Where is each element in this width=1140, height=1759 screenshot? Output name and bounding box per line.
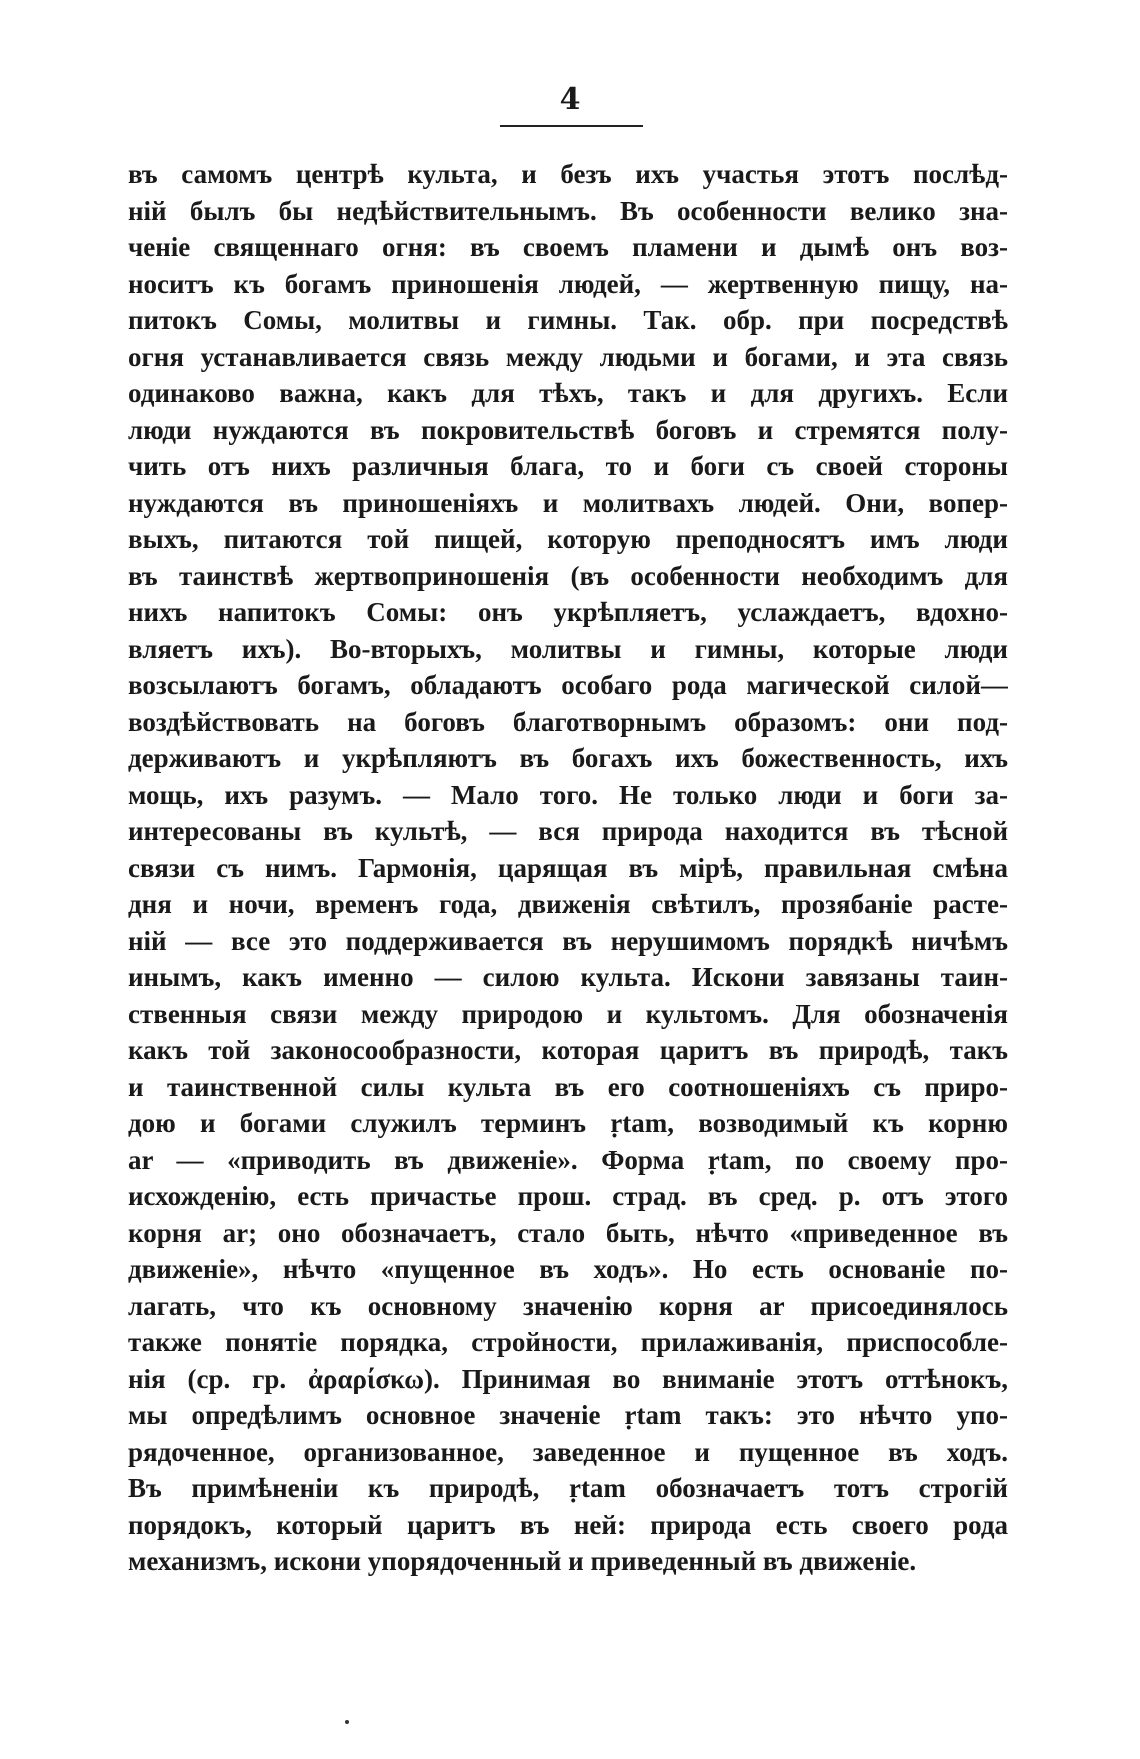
text-line: въ таинствѣ жертвоприношенiя (въ особенности необходимъ для xyxy=(128,560,1008,591)
text-line: мы опредѣлимъ основное значенiе ṛtam такъ: это нѣчто упо- xyxy=(128,1400,1008,1430)
header-rule xyxy=(500,125,643,127)
text-line: исхожденiю, есть причастье прош. страд. въ сред. р. отъ этого xyxy=(128,1181,1008,1211)
text-line: ченiе священнаго огня: въ своемъ пламени и дымѣ онъ воз- xyxy=(128,232,1008,262)
text-line: носитъ къ богамъ приношенiя людей, — жертвенную пищу, на- xyxy=(128,268,1008,299)
print-speck xyxy=(345,1720,349,1724)
text-line: какъ той законосообразности, которая царитъ въ природѣ, такъ xyxy=(128,1035,1008,1065)
text-line: вляетъ ихъ). Во-вторыхъ, молитвы и гимны, которые люди xyxy=(128,633,1008,664)
text-line: корня ar; оно обозначаетъ, стало быть, нѣчто «приведенное въ xyxy=(128,1217,1008,1248)
text-line: воздѣйствовать на боговъ благотворнымъ образомъ: они под- xyxy=(128,706,1008,737)
page-number: 4 xyxy=(559,82,581,117)
text-line: нiй — все это поддерживается въ нерушимомъ порядкѣ ничѣмъ xyxy=(128,925,1008,956)
text-line: ственныя связи между природою и культомъ. Для обозначенiя xyxy=(128,998,1008,1029)
text-line: нiя (ср. гр. ἀραρίσκω). Принимая во вниманiе этотъ оттѣнокъ, xyxy=(128,1363,1008,1394)
text-line: дня и ночи, временъ года, движенiя свѣтилъ, прозябанiе расте- xyxy=(128,889,1008,919)
text-line: ar — «приводить въ движенiе». Форма ṛtam, по своему про- xyxy=(128,1144,1008,1175)
text-line: держиваютъ и укрѣпляютъ въ богахъ ихъ божественность, ихъ xyxy=(128,743,1008,773)
text-line: нихъ напитокъ Сомы: онъ укрѣпляетъ, услаждаетъ, вдохно- xyxy=(128,597,1008,627)
text-line: питокъ Сомы, молитвы и гимны. Так. обр. при посредствѣ xyxy=(128,305,1008,335)
text-line: чить отъ нихъ различныя блага, то и боги съ своей стороны xyxy=(128,451,1008,481)
text-line: порядокъ, который царитъ въ ней: природа есть своего рода xyxy=(128,1509,1008,1540)
text-line: дою и богами служилъ терминъ ṛtam, возводимый къ корню xyxy=(128,1108,1008,1138)
text-line: и таинственной силы культа въ его соотношенiяхъ съ приро- xyxy=(128,1071,1008,1102)
text-line: люди нуждаются въ покровительствѣ боговъ и стремятся полу- xyxy=(128,414,1008,445)
text-line: также понятiе порядка, стройности, прилаживанiя, приспособле- xyxy=(128,1327,1008,1357)
text-line: лагать, что къ основному значенiю корня ar присоединялось xyxy=(128,1290,1008,1321)
text-line: рядоченное, организованное, заведенное и пущенное въ ходъ. xyxy=(128,1436,1008,1467)
text-line: механизмъ, искони упорядоченный и приведенный въ движенiе. xyxy=(128,1546,917,1576)
text-line: нiй былъ бы недѣйствительнымъ. Въ особенности велико зна- xyxy=(128,195,1008,226)
text-line: выхъ, питаются той пищей, которую преподносятъ имъ люди xyxy=(128,524,1008,554)
text-line: возсылаютъ богамъ, обладаютъ особаго рода магической силой— xyxy=(128,670,1008,700)
text-line: въ самомъ центрѣ культа, и безъ ихъ участья этотъ послѣд- xyxy=(128,159,1008,189)
text-line: одинаково важна, какъ для тѣхъ, такъ и для другихъ. Если xyxy=(128,378,1008,408)
text-line: Въ примѣненiи къ природѣ, ṛtam обозначаетъ тотъ строгiй xyxy=(128,1473,1008,1503)
text-line: мощь, ихъ разумъ. — Мало того. Не только люди и боги за- xyxy=(128,779,1008,810)
text-line: интересованы въ культѣ, — вся природа находится въ тѣсной xyxy=(128,816,1008,846)
text-line: связи съ нимъ. Гармонiя, царящая въ мiрѣ, правильная смѣна xyxy=(128,852,1008,883)
text-line: движенiе», нѣчто «пущенное въ ходъ». Но есть основанiе по- xyxy=(128,1254,1008,1284)
text-line: нуждаются въ приношенiяхъ и молитвахъ людей. Они, вопер- xyxy=(128,487,1008,518)
text-line: огня устанавливается связь между людьми и богами, и эта связь xyxy=(128,341,1008,372)
text-line: инымъ, какъ именно — силою культа. Искони завязаны таин- xyxy=(128,962,1008,992)
body-text xyxy=(128,156,1008,1580)
